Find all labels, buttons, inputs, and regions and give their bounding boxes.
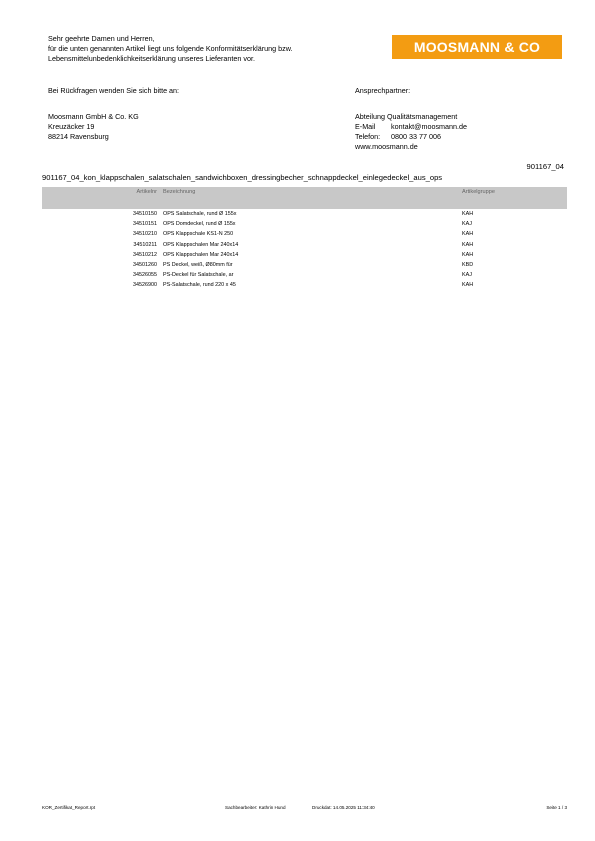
- cell-artikelgruppe: KAJ: [462, 221, 472, 228]
- cell-artikelgruppe: KAH: [462, 251, 474, 258]
- header-bezeichnung: Bezeichnung: [163, 189, 196, 195]
- intro-line: für die unten genannten Artikel liegt uns folgende Konformitätserklärung bzw.: [48, 44, 293, 53]
- footer-editor: Sachbearbeiter: Kathrin Hund: [225, 805, 286, 810]
- table-row: [42, 270, 567, 280]
- cell-artikelgruppe: KAH: [462, 282, 474, 289]
- document-number: 901167_04: [526, 162, 564, 171]
- company-logo: MOOSMANN & CO: [392, 35, 562, 59]
- intro-line: Sehr geehrte Damen und Herren,: [48, 34, 155, 43]
- cell-bezeichnung: OPS Domdeckel, rund Ø 155x: [163, 221, 236, 228]
- cell-bezeichnung: OPS Salatschale, rund Ø 155x: [163, 211, 237, 217]
- intro-line: Lebensmittelunbedenklichkeitserklärung unseres Lieferanten vor.: [48, 54, 255, 63]
- page-footer: [42, 803, 567, 813]
- contact-department: Abteilung Qualitätsmanagement: [355, 112, 458, 121]
- table-row: [42, 260, 567, 270]
- contact-email-row: [355, 122, 467, 132]
- article-table: [42, 187, 567, 291]
- email-value: kontakt@moosmann.de: [391, 122, 468, 131]
- company-street: Kreuzäcker 19: [48, 122, 95, 131]
- contact-block: [355, 112, 467, 152]
- company-city: 88214 Ravensburg: [48, 132, 109, 141]
- table-header: [42, 187, 567, 209]
- table-row: [42, 219, 567, 229]
- cell-artikelgruppe: KAH: [462, 231, 474, 238]
- cell-artikelgruppe: KBD: [462, 261, 474, 268]
- table-row: [42, 229, 567, 239]
- footer-file: KOR_Zertifikat_Report.rpt: [42, 805, 96, 810]
- cell-artikelnr: 34526055: [133, 272, 157, 279]
- cell-artikelnr: 34510211: [133, 241, 157, 248]
- cell-artikelgruppe: KAJ: [462, 272, 472, 279]
- cell-bezeichnung: OPS Klappschale KS1-N 250: [163, 231, 234, 238]
- contact-person-label: Ansprechpartner:: [355, 86, 411, 95]
- document-title: 901167_04_kon_klappschalen_salatschalen_sandwichboxen_dressingbecher_schnappdeckel_einlegedeckel_aus_ops: [42, 173, 443, 182]
- header-artikelgruppe: Artikelgruppe: [462, 189, 495, 195]
- contact-phone-row: [355, 132, 467, 142]
- cell-artikelgruppe: KAH: [462, 241, 474, 248]
- table-row: [42, 209, 567, 219]
- table-row: [42, 240, 567, 250]
- company-address: [48, 112, 139, 142]
- cell-artikelnr: 34526900: [133, 282, 157, 289]
- company-name: Moosmann GmbH & Co. KG: [48, 112, 139, 121]
- cell-bezeichnung: PS-Deckel für Salatschale, ar: [163, 272, 234, 279]
- cell-bezeichnung: PS Deckel, weiß, Ø80mm für: [163, 261, 233, 268]
- cell-bezeichnung: PS-Salatschale, rund 220 x 45: [163, 282, 236, 289]
- email-key: E-Mail: [355, 122, 376, 131]
- table-row: [42, 250, 567, 260]
- cell-artikelgruppe: KAH: [462, 211, 474, 217]
- cell-artikelnr: 34510212: [133, 251, 157, 258]
- table-row: [42, 280, 567, 290]
- phone-key: Telefon:: [355, 132, 381, 141]
- footer-print-date: Druckdat: 14.05.2025 11:34:40: [312, 805, 375, 810]
- header-artikelnr: Artikelnr: [136, 189, 157, 195]
- intro-text: [48, 34, 293, 64]
- cell-artikelnr: 34510151: [133, 221, 157, 228]
- cell-artikelnr: 34501260: [133, 261, 157, 268]
- contact-web: www.moosmann.de: [355, 142, 418, 151]
- cell-artikelnr: 34510150: [133, 211, 157, 217]
- cell-artikelnr: 34510210: [133, 231, 157, 238]
- returns-label: Bei Rückfragen wenden Sie sich bitte an:: [48, 86, 180, 95]
- cell-bezeichnung: OPS Klappschalen Mar 240x14: [163, 251, 239, 258]
- phone-value: 0800 33 77 006: [391, 132, 441, 141]
- cell-bezeichnung: OPS Klappschalen Mar 240x14: [163, 241, 239, 248]
- footer-page-number: Seite 1 / 3: [546, 805, 567, 810]
